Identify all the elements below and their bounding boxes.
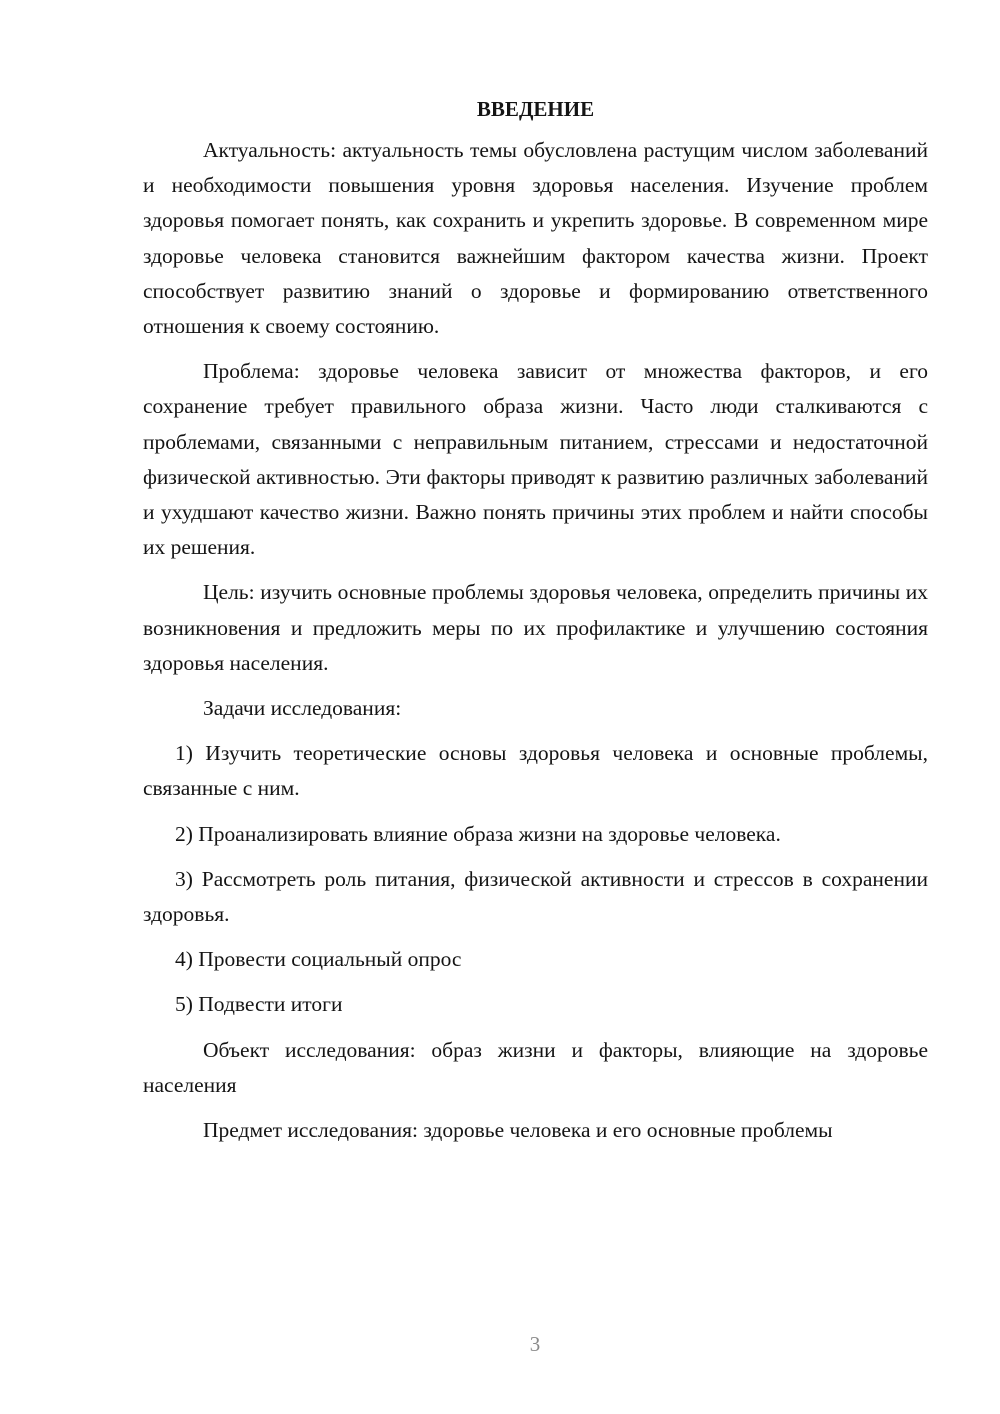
- problem-paragraph: Проблема: здоровье человека зависит от множества факторов, и его сохранение требует правильного образа жизни. Часто люди сталкиваются с проблемами, связанными с неправильным питанием, стрессами и недостаточной физической активностью. Эти факторы приводят к развитию различных заболеваний и ухудшают качество жизни. Важно понять причины этих проблем и найти способы их решения.: [143, 359, 928, 560]
- research-object-paragraph: Объект исследования: образ жизни и факторы, влияющие на здоровье населения: [143, 1037, 928, 1097]
- task-item-4: 4) Провести социальный опрос: [175, 947, 462, 972]
- task-item-5: 5) Подвести итоги: [175, 992, 343, 1017]
- task-item-1: 1) Изучить теоретические основы здоровья человека и основные проблемы, связанные с ним.: [143, 741, 928, 801]
- page-number: 3: [529, 1332, 541, 1356]
- tasks-heading: Задачи исследования:: [203, 696, 402, 721]
- research-subject-paragraph: Предмет исследования: здоровье человека и его основные проблемы: [203, 1118, 833, 1143]
- relevance-paragraph: Актуальность: актуальность темы обусловлена растущим числом заболеваний и необходимости повышения уровня здоровья населения. Изучение проблем здоровья помогает понять, как сохранить и укрепить здоровье. В современном мире здоровье человека становится важнейшим фактором качества жизни. Проект способствует развитию знаний о здоровье и формированию ответственного отношения к своему состоянию.: [143, 138, 928, 339]
- task-item-2: 2) Проанализировать влияние образа жизни на здоровье человека.: [175, 821, 781, 846]
- task-item-3: 3) Рассмотреть роль питания, физической активности и стрессов в сохранении здоровья.: [143, 866, 928, 927]
- page-content: [143, 92, 928, 1158]
- section-heading: ВВЕДЕНИЕ: [476, 97, 595, 121]
- goal-paragraph: Цель: изучить основные проблемы здоровья человека, определить причины их возникновения и предложить меры по их профилактике и улучшению состояния здоровья населения.: [143, 580, 928, 675]
